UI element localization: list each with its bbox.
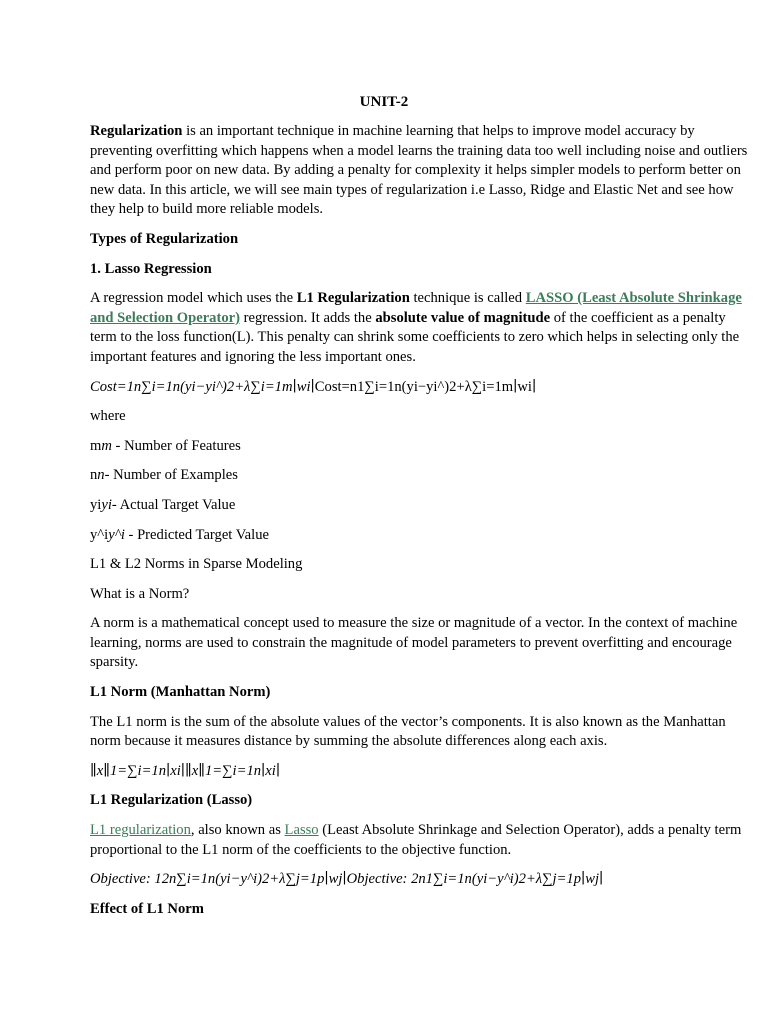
lasso-text-4: of the coefficient as a penalty term to the loss function(L). This penalty can shrink some coefficients to zero which helps in selecting only the important features and ignoring the less important ones. (90, 309, 740, 365)
lasso-paragraph (90, 289, 750, 367)
def-yhat (90, 526, 750, 546)
lasso-text-3: regression. It adds the (239, 309, 376, 326)
lasso-heading: 1. Lasso Regression (90, 260, 212, 277)
def-yi-plain: yi (90, 496, 102, 513)
def-m-desc: - Number of Features (111, 437, 241, 454)
def-m-italic: m (101, 437, 112, 454)
def-yi-italic: yi (101, 496, 112, 513)
lasso-text-1: A regression model which uses the (90, 290, 297, 307)
def-yi (90, 496, 750, 516)
intro-term: Regularization (90, 123, 183, 139)
def-yi-desc: - Actual Target Value (111, 496, 236, 513)
lasso-bold-abs: absolute value of magnitude (375, 309, 551, 326)
def-m (90, 437, 750, 457)
objective-formula: Objective: 12n∑i=1n(yi−y^i)2+λ∑j=1p∣wj∣Objective: 2n1∑i=1n(yi−y^i)2+λ∑j=1p∣wj∣ (90, 871, 604, 888)
def-m-plain: m (90, 437, 102, 454)
cost-formula-italic: Cost=1n∑i=1n(yi−yi^)2+λ∑i=1m∣wi∣ (90, 378, 315, 395)
def-n-italic: n (97, 467, 105, 484)
l1-norm-formula: ∥x∥1=∑i=1n∣xi∣∥x∥1=∑i=1n∣xi∣ (90, 762, 281, 779)
lasso-link[interactable]: LASSO (Least Absolute Shrinkage and Selection Operator) (90, 290, 742, 326)
cost-formula (90, 378, 750, 398)
types-heading: Types of Regularization (90, 230, 239, 247)
l1-reg-paragraph (90, 821, 750, 860)
intro-text: is an important technique in machine learning that helps to improve model accuracy by preventing overfitting which happens when a model learns the training data too well including noise and outliers and perform poor on new data. By adding a penalty for complexity it helps simpler models to perform better on new data. In this article, we will see main types of regularization i.e Lasso, Ridge and Elastic Net and see how they help to build more reliable models. (90, 123, 748, 218)
l1-reg-text-1: , also known as (190, 822, 285, 839)
what-norm-heading: What is a Norm? (90, 585, 190, 602)
l1-reg-heading: L1 Regularization (Lasso) (90, 792, 253, 809)
l1-norm-heading: L1 Norm (Manhattan Norm) (90, 684, 271, 701)
where-label: where (90, 408, 126, 425)
effect-heading: Effect of L1 Norm (90, 900, 204, 917)
def-yhat-desc: - Predicted Target Value (124, 526, 269, 543)
page-title: UNIT-2 (359, 94, 409, 110)
norms-heading: L1 & L2 Norms in Sparse Modeling (90, 556, 303, 573)
lasso-text-2: technique is called (409, 290, 526, 307)
document-body (90, 122, 750, 929)
lasso-bold-l1: L1 Regularization (296, 290, 410, 307)
def-n (90, 466, 750, 486)
def-yhat-plain: y^i (90, 526, 109, 543)
lasso-inline-link[interactable]: Lasso (284, 822, 319, 839)
def-yhat-italic: y^i (108, 526, 125, 543)
norm-paragraph: A norm is a mathematical concept used to measure the size or magnitude of a vector. In the context of machine learning, norms are used to constrain the magnitude of model parameters to prevent overfitting and encourage sparsity. (90, 615, 738, 671)
l1-regularization-link[interactable]: L1 regularization (90, 822, 191, 839)
l1-norm-paragraph: The L1 norm is the sum of the absolute values of the vector’s components. It is also known as the Manhattan norm because it measures distance by summing the absolute differences along each axis. (90, 713, 726, 750)
l1-reg-text-2: (Least Absolute Shrinkage and Selection Operator), adds a penalty term proportional to the L1 norm of the coefficients to the objective function. (90, 822, 742, 858)
intro-paragraph (90, 122, 750, 220)
def-n-desc: - Number of Examples (104, 467, 238, 484)
cost-formula-plain: Cost=n1∑i=1n(yi−yi^)2+λ∑i=1m∣wi∣ (314, 378, 537, 395)
def-n-plain: n (90, 467, 98, 484)
